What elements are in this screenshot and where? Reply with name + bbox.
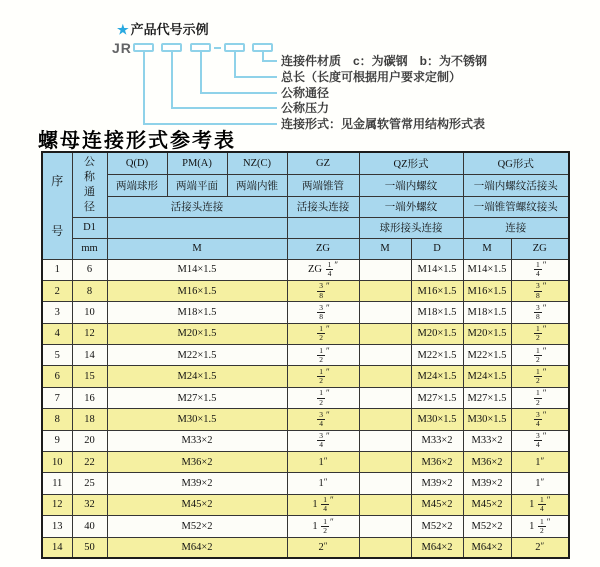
cell-dn: 16 <box>72 387 107 408</box>
header-mm: mm <box>72 238 107 259</box>
cell-qz-d: M30×1.5 <box>411 409 463 430</box>
header-seq-label: 序号 <box>51 173 64 238</box>
cell-m: M27×1.5 <box>107 387 287 408</box>
cell-m: M39×2 <box>107 473 287 494</box>
cell-no: 12 <box>42 494 72 515</box>
header-conn-qpn: 活接头连接 <box>107 196 287 217</box>
cell-m: M22×1.5 <box>107 345 287 366</box>
code-box <box>252 43 273 52</box>
cell-no: 4 <box>42 323 72 344</box>
table-body <box>42 259 569 558</box>
reference-table <box>41 151 570 559</box>
cell-gz: $\frac{1}{2}$ ″ <box>287 366 359 387</box>
cell-dn: 12 <box>72 323 107 344</box>
connector-line <box>171 52 173 109</box>
connector-line <box>234 76 277 78</box>
cell-qg-zg: 2″ <box>511 537 569 558</box>
header-unit-qz-d: D <box>411 238 463 259</box>
cell-qz-d: M22×1.5 <box>411 345 463 366</box>
cell-qg-m: M20×1.5 <box>463 323 511 344</box>
cell-no: 13 <box>42 516 72 537</box>
cell-qg-m: M52×2 <box>463 516 511 537</box>
table-row <box>42 473 569 494</box>
cell-dn: 20 <box>72 430 107 451</box>
header-seq <box>42 152 72 259</box>
cell-no: 14 <box>42 537 72 558</box>
cell-dn: 8 <box>72 280 107 301</box>
cell-no: 11 <box>42 473 72 494</box>
cell-gz: $\frac{3}{4}$ ″ <box>287 409 359 430</box>
table-row <box>42 366 569 387</box>
cell-qg-m: M27×1.5 <box>463 387 511 408</box>
cell-dn: 50 <box>72 537 107 558</box>
cell-qg-m: M18×1.5 <box>463 302 511 323</box>
table-row <box>42 302 569 323</box>
code-label-pressure: 公称压力 <box>281 101 330 115</box>
header-code-gz: GZ <box>287 152 359 174</box>
cell-no: 5 <box>42 345 72 366</box>
cell-qz-m <box>359 302 411 323</box>
cell-qz-d: M64×2 <box>411 537 463 558</box>
cell-m: M45×2 <box>107 494 287 515</box>
cell-qz-d: M36×2 <box>411 452 463 473</box>
star-icon: ★ <box>117 22 129 37</box>
cell-gz: $\frac{3}{4}$ ″ <box>287 430 359 451</box>
cell-gz: 2″ <box>287 537 359 558</box>
cell-qz-m <box>359 473 411 494</box>
header-dn <box>72 152 107 217</box>
connector-line <box>200 92 277 94</box>
cell-qg-zg: $\frac{1}{2}$ ″ <box>511 345 569 366</box>
table-row <box>42 430 569 451</box>
table-row <box>42 494 569 515</box>
cell-gz: 1″ <box>287 473 359 494</box>
cell-dn: 25 <box>72 473 107 494</box>
cell-m: M30×1.5 <box>107 409 287 430</box>
table-row <box>42 280 569 301</box>
cell-no: 7 <box>42 387 72 408</box>
cell-m: M16×1.5 <box>107 280 287 301</box>
cell-dn: 40 <box>72 516 107 537</box>
header-code-pm: PM(A) <box>167 152 227 174</box>
cell-qg-zg: 1″ <box>511 473 569 494</box>
cell-qg-m: M39×2 <box>463 473 511 494</box>
cell-gz: 1 $\frac{1}{2}$ ″ <box>287 516 359 537</box>
code-box <box>224 43 245 52</box>
cell-qz-m <box>359 430 411 451</box>
cell-dn: 22 <box>72 452 107 473</box>
cell-qg-zg: 1 $\frac{1}{2}$ ″ <box>511 516 569 537</box>
cell-qg-m: M16×1.5 <box>463 280 511 301</box>
cell-gz: $\frac{1}{2}$ ″ <box>287 323 359 344</box>
cell-no: 3 <box>42 302 72 323</box>
cell-qz-m <box>359 259 411 280</box>
cell-qz-m <box>359 516 411 537</box>
header-unit-m: M <box>107 238 287 259</box>
table-row <box>42 259 569 280</box>
cell-qg-zg: 1″ <box>511 452 569 473</box>
header-d1: D1 <box>72 217 107 238</box>
table-row <box>42 537 569 558</box>
table-header <box>42 152 569 259</box>
code-box <box>133 43 154 52</box>
header-code-nz: NZ(C) <box>227 152 287 174</box>
header-blank-qpn <box>107 217 287 238</box>
cell-no: 8 <box>42 409 72 430</box>
connector-line <box>200 52 202 94</box>
cell-qg-m: M45×2 <box>463 494 511 515</box>
header-conn-qg: 一端锥管螺纹接头 <box>463 196 569 217</box>
header-unit-qg-m: M <box>463 238 511 259</box>
cell-qz-d: M14×1.5 <box>411 259 463 280</box>
header-code-q: Q(D) <box>107 152 167 174</box>
cell-qz-d: M33×2 <box>411 430 463 451</box>
header-desc-q: 两端球形 <box>107 174 167 196</box>
cell-no: 10 <box>42 452 72 473</box>
cell-m: M14×1.5 <box>107 259 287 280</box>
header-desc-qg: 一端内螺纹活接头 <box>463 174 569 196</box>
cell-no: 6 <box>42 366 72 387</box>
table-row <box>42 452 569 473</box>
cell-gz: 1″ <box>287 452 359 473</box>
cell-gz: $\frac{3}{8}$ ″ <box>287 280 359 301</box>
header-joint-qz: 球形接头连接 <box>359 217 463 238</box>
table-row <box>42 409 569 430</box>
header-blank-gz <box>287 217 359 238</box>
table-row <box>42 345 569 366</box>
cell-qz-d: M16×1.5 <box>411 280 463 301</box>
connector-line <box>171 107 277 109</box>
cell-gz: $\frac{3}{8}$ ″ <box>287 302 359 323</box>
cell-qz-d: M39×2 <box>411 473 463 494</box>
cell-qz-m <box>359 452 411 473</box>
header-joint-qg: 连接 <box>463 217 569 238</box>
table-row <box>42 387 569 408</box>
product-code-heading-text: 产品代号示例 <box>130 22 209 37</box>
product-code-heading <box>117 19 209 38</box>
header-desc-nz: 两端内锥 <box>227 174 287 196</box>
header-code-qg: QG形式 <box>463 152 569 174</box>
header-desc-qz: 一端内螺纹 <box>359 174 463 196</box>
cell-gz: $\frac{1}{2}$ ″ <box>287 387 359 408</box>
code-dash <box>214 47 221 49</box>
cell-qg-zg: $\frac{1}{2}$ ″ <box>511 323 569 344</box>
connector-line <box>262 60 277 62</box>
cell-gz: ZG $\frac{1}{4}$ ″ <box>287 259 359 280</box>
cell-qg-m: M24×1.5 <box>463 366 511 387</box>
cell-dn: 18 <box>72 409 107 430</box>
cell-qz-m <box>359 280 411 301</box>
table-row <box>42 516 569 537</box>
cell-qg-zg: 1 $\frac{1}{4}$ ″ <box>511 494 569 515</box>
connector-line <box>234 52 236 78</box>
cell-qz-d: M27×1.5 <box>411 387 463 408</box>
cell-dn: 10 <box>72 302 107 323</box>
header-unit-qg-zg: ZG <box>511 238 569 259</box>
cell-m: M36×2 <box>107 452 287 473</box>
cell-m: M20×1.5 <box>107 323 287 344</box>
cell-qz-m <box>359 537 411 558</box>
cell-qg-m: M22×1.5 <box>463 345 511 366</box>
cell-dn: 15 <box>72 366 107 387</box>
cell-qz-d: M18×1.5 <box>411 302 463 323</box>
cell-qg-m: M64×2 <box>463 537 511 558</box>
code-box <box>190 43 211 52</box>
cell-qz-d: M52×2 <box>411 516 463 537</box>
table-title: 螺母连接形式参考表 <box>38 130 236 152</box>
cell-m: M18×1.5 <box>107 302 287 323</box>
cell-dn: 14 <box>72 345 107 366</box>
connector-line <box>143 52 145 125</box>
header-desc-gz: 两端锥管 <box>287 174 359 196</box>
cell-qg-m: M33×2 <box>463 430 511 451</box>
header-dn-label: 公称通径 <box>84 155 95 213</box>
code-label-diameter: 公称通径 <box>281 86 330 100</box>
cell-qg-zg: $\frac{3}{4}$ ″ <box>511 409 569 430</box>
cell-m: M33×2 <box>107 430 287 451</box>
cell-no: 2 <box>42 280 72 301</box>
product-code-prefix: JR <box>112 40 132 56</box>
cell-qg-zg: $\frac{3}{8}$ ″ <box>511 302 569 323</box>
cell-qz-m <box>359 345 411 366</box>
cell-qg-m: M14×1.5 <box>463 259 511 280</box>
cell-qg-zg: $\frac{1}{4}$ ″ <box>511 259 569 280</box>
header-unit-qz-m: M <box>359 238 411 259</box>
header-desc-pm: 两端平面 <box>167 174 227 196</box>
cell-qz-m <box>359 409 411 430</box>
cell-m: M64×2 <box>107 537 287 558</box>
cell-qz-m <box>359 323 411 344</box>
cell-qg-zg: $\frac{1}{2}$ ″ <box>511 366 569 387</box>
cell-no: 9 <box>42 430 72 451</box>
header-unit-zg: ZG <box>287 238 359 259</box>
cell-qz-d: M45×2 <box>411 494 463 515</box>
cell-qg-zg: $\frac{1}{2}$ ″ <box>511 387 569 408</box>
table-row <box>42 323 569 344</box>
code-box <box>161 43 182 52</box>
cell-dn: 32 <box>72 494 107 515</box>
header-conn-qz: 一端外螺纹 <box>359 196 463 217</box>
cell-m: M24×1.5 <box>107 366 287 387</box>
cell-m: M52×2 <box>107 516 287 537</box>
cell-qz-d: M20×1.5 <box>411 323 463 344</box>
cell-dn: 6 <box>72 259 107 280</box>
code-label-length: 总长（长度可根据用户要求定制） <box>281 70 462 84</box>
header-code-qz: QZ形式 <box>359 152 463 174</box>
code-label-connection: 连接形式：见金属软管常用结构形式表 <box>281 117 486 131</box>
cell-qz-m <box>359 366 411 387</box>
cell-qz-d: M24×1.5 <box>411 366 463 387</box>
cell-qg-m: M36×2 <box>463 452 511 473</box>
cell-qg-m: M30×1.5 <box>463 409 511 430</box>
cell-gz: 1 $\frac{1}{4}$ ″ <box>287 494 359 515</box>
cell-qz-m <box>359 387 411 408</box>
code-label-material: 连接件材质 c：为碳钢 b：为不锈钢 <box>281 54 488 68</box>
cell-qz-m <box>359 494 411 515</box>
header-conn-gz: 活接头连接 <box>287 196 359 217</box>
cell-gz: $\frac{1}{2}$ ″ <box>287 345 359 366</box>
cell-qg-zg: $\frac{3}{4}$ ″ <box>511 430 569 451</box>
cell-no: 1 <box>42 259 72 280</box>
cell-qg-zg: $\frac{3}{8}$ ″ <box>511 280 569 301</box>
